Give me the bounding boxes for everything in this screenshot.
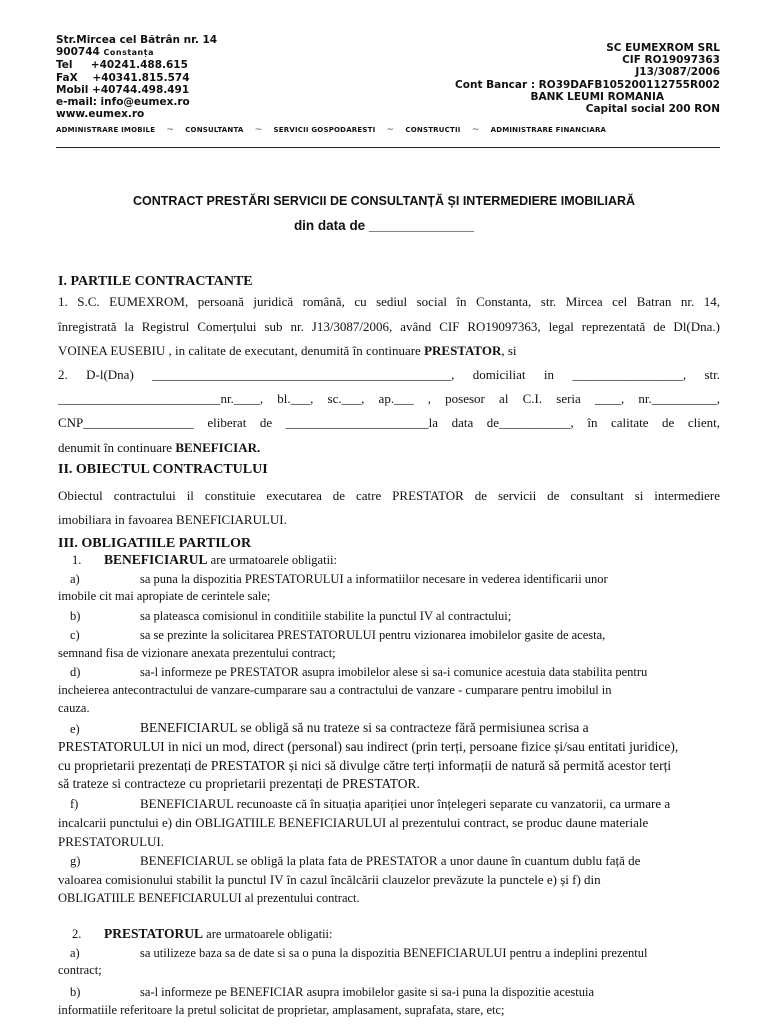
section-heading: I. PARTILE CONTRACTANTE [58, 274, 253, 289]
item-label: c) [70, 628, 80, 642]
list-item: cu proprietarii prezentați de PRESTATOR și nici să divulge către terți informații de natură să permită acestor terți [58, 758, 672, 773]
form-line: _________________________nr.____, bl.___, sc.___, ap.___ , posesor al C.I. seria ____, nr.__________, [58, 391, 720, 406]
list-item: sa puna la dispozitia PRESTATORULUI a informatiilor necesare in vederea identificarii unor [140, 572, 608, 586]
list-item: BENEFICIARUL recunoaste că în situația apariției unor înțelegeri separate cu vanzatorii, ca urmare a [140, 796, 671, 811]
website[interactable]: www.eumex.ro [56, 108, 145, 121]
item-label: b) [70, 609, 81, 623]
list-item: să trateze si contracteze cu proprietarii prezentați de PRESTATOR. [58, 776, 420, 791]
paragraph-line: 1. S.C. EUMEXROM, persoană juridică română, cu sediul social în Constanta, str. Mircea cel Batran nr. 14, [58, 294, 720, 309]
list-item: sa se prezinte la solicitarea PRESTATORULUI pentru vizionarea imobilelor gasite de acesta, [140, 628, 606, 642]
company-reg: J13/3087/2006 [635, 66, 720, 79]
list-item: sa-l informeze pe PRESTATOR asupra imobilelor alese si sa-i comunice acestuia data stabilita pentru [140, 665, 648, 679]
list-item: PRESTATORULUI in nici un mod, direct (personal) sau indirect (prin terți, persoane fizice și/sau entitati juridice), [58, 739, 679, 754]
separator-icon: ~ [254, 125, 263, 135]
postal-city: 900744 Constanța [56, 46, 154, 59]
company-name: SC EUMEXROM SRL [606, 42, 720, 54]
paragraph-line: denumit în continuare BENEFICIAR. [58, 440, 261, 455]
section-heading: II. OBIECTUL CONTRACTULUI [58, 462, 268, 477]
service-item: SERVICII GOSPODARESTI [273, 126, 376, 134]
company-bank: BANK LEUMI ROMANIA [530, 90, 664, 103]
list-item: contract; [58, 963, 102, 977]
service-item: CONSTRUCTII [405, 126, 461, 134]
list-heading: BENEFICIARUL are urmatoarele obligatii: [104, 552, 337, 567]
list-item: sa-l informeze pe BENEFICIAR asupra imobilelor gasite si sa-i puna la dispozitie acestuia [140, 985, 595, 999]
list-item: incalcarii punctului e) din OBLIGATIILE BENEFICIARULUI al prezentului contract, se produc daune materiale [58, 815, 649, 830]
list-item: valoarea comisionului stabilit la punctul IV în cazul încălcării clauzelor prevăzute la punctele e) și f) din [58, 872, 601, 887]
service-item: ADMINISTRARE FINANCIARA [490, 126, 607, 134]
separator-icon: ~ [471, 125, 480, 135]
document-title: CONTRACT PRESTĂRI SERVICII DE CONSULTANȚĂ ȘI INTERMEDIERE IMOBILIARĂ [132, 194, 636, 208]
list-item: sa utilizeze baza sa de date si sa o puna la dispozitia BENEFICIARULUI pentru a indeplini prezentul [140, 946, 648, 960]
item-label: f) [70, 797, 79, 811]
fax: FaX +40341.815.574 [56, 71, 190, 84]
item-label: b) [70, 985, 81, 999]
list-item: semnand fisa de vizionare anexata prezentului contract; [58, 646, 336, 660]
list-number: 1. [72, 553, 82, 567]
service-item: CONSULTANTA [185, 126, 244, 134]
company-capital: Capital social 200 RON [585, 103, 720, 116]
paragraph-line: VOINEA EUSEBIU , in calitate de executant, denumită în continuare PRESTATOR, si [58, 343, 517, 358]
paragraph-line: Obiectul contractului il constituie executarea de catre PRESTATOR de servicii de consultant si intermediere [58, 488, 720, 503]
list-item: BENEFICIARUL se obligă la plata fata de PRESTATOR a unor daune în cuantum dublu față de [140, 853, 641, 868]
list-item: informatiile referitoare la pretul solicitat de proprietar, amplasament, suprafata, stare, etc; [58, 1003, 505, 1017]
item-label: e) [70, 722, 80, 736]
item-label: g) [70, 854, 81, 868]
paragraph-line: înregistrată la Registrul Comerțului sub nr. J13/3087/2006, având CIF RO19097363, legal reprezentată de Dl(Dna.) [58, 319, 720, 334]
list-item: sa plateasca comisionul in conditiile stabilite la punctul IV al contractului; [140, 609, 512, 623]
item-label: a) [70, 572, 80, 586]
list-item: cauza. [58, 701, 90, 715]
service-item: ADMINISTRARE IMOBILE [56, 126, 156, 134]
separator-icon: ~ [386, 125, 395, 135]
company-details [455, 42, 720, 115]
form-line: CNP_________________ eliberat de ______________________la data de___________, în calitate de client, [58, 415, 720, 430]
street: Str.Mircea cel Bătrân nr. 14 [56, 34, 218, 46]
company-cif: CIF RO19097363 [622, 54, 720, 67]
item-label: d) [70, 665, 81, 679]
list-item: BENEFICIARUL se obligă să nu trateze si sa contracteze fără permisiunea scrisa a [140, 720, 589, 735]
list-item: PRESTATORULUI. [58, 834, 164, 849]
list-heading: PRESTATORUL are urmatoarele obligatii: [104, 926, 333, 941]
paragraph-line: imobiliara in favoarea BENEFICIARULUI. [58, 512, 287, 527]
separator-icon: ~ [166, 125, 175, 135]
document-date: din data de ______________ [293, 218, 475, 233]
mobil: Mobil +40744.498.491 [56, 83, 190, 96]
letterhead-address [56, 34, 217, 120]
form-line: 2. D-l(Dna) ______________________________________________, domiciliat in _________________, str. [58, 367, 720, 382]
email[interactable]: e-mail: info@eumex.ro [56, 96, 190, 109]
services-bar [56, 125, 720, 135]
tel: Tel +40241.488.615 [56, 59, 188, 72]
company-bank-account: Cont Bancar : RO39DAFB105200112755R002 [455, 78, 720, 91]
list-number: 2. [72, 927, 82, 941]
section-heading: III. OBLIGATIILE PARTILOR [58, 536, 252, 551]
header-divider [56, 147, 720, 148]
list-item: incheierea antecontractului de vanzare-cumparare sau a contractului de vanzare - cumparare pentru imobilul in [58, 683, 612, 697]
item-label: a) [70, 946, 80, 960]
list-item: imobile cit mai apropiate de cerintele sale; [58, 589, 271, 603]
list-item: OBLIGATIILE BENEFICIARULUI al prezentului contract. [58, 891, 360, 905]
